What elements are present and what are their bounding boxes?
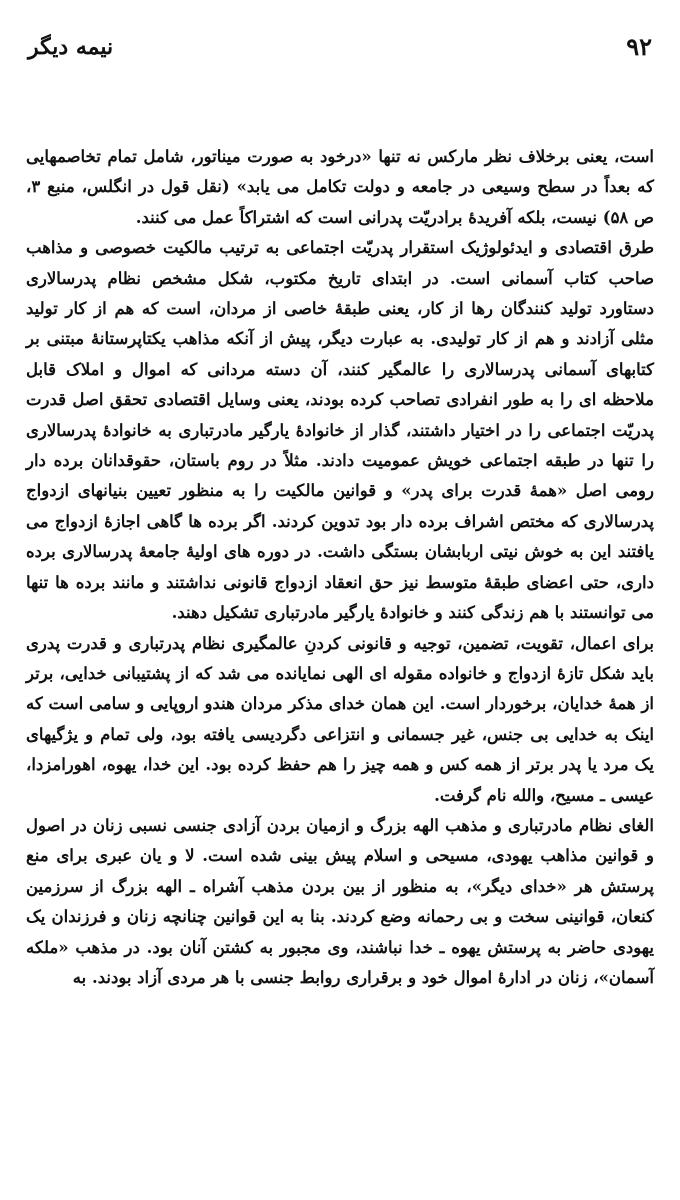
paragraph: برای اعمال، تقویت، تضمین، توجیه و قانونی کردنِ عالمگیری نظام پدرتباری و قدرت پدری باید شکل تازهٔ ازدواج و خانواده مقوله ای الهی نمایانده می شد که از پشتیبانی خدایی، برتر از همهٔ خدایان، برخوردار است. این همان خدای مذکر مردان هندو اروپایی و سامی است که اینک به خدایی بی جنس، غیر جسمانی و انتزاعی دگردیسی یافته بود، ولی تمام و یژگیهای یک مرد یا پدر برتر از همه کس و همه چیز را هم حفظ کرده بود. این خدا، یهوه، اهورامزدا، عیسی ـ مسیح، والله نام گرفت. (26, 633, 654, 805)
paragraph: طرق اقتصادی و ایدئولوژیک استقرار پدریّت اجتماعی به ترتیب مالکیت خصوصی و مذاهب صاحب کتاب آسمانی است. در ابتدای تاریخ مکتوب، شکل مشخص نظام پدرسالاری دستاورد تولید کنندگان رها از کار، یعنی طبقهٔ خاصی از مردان، است که هم از کار تولید مثلی آزادند و هم از کار تولیدی. به عبارت دیگر، پیش از آنکه مذاهب یکتاپرستانهٔ مبتنی بر کتابهای آسمانی پدرسالاری را عالمگیر کنند، آن دسته مردانی که اموال و املاک قابل ملاحظه ای را به طور انفرادی تصاحب کرده بودند، یعنی وسایل اقتصادی تحقق اصل قدرت پدریّت اجتماعی را در اختیار داشتند، گذار از خانوادهٔ یارگیر مادرتباری به خانوادهٔ پدرسالاری را تنها در طبقه اجتماعی خویش عمومیت دادند. مثلاً در روم باستان، حقوقدانان برده دار رومی اصل «همهٔ قدرت برای پدر» و قوانین مالکیت را به منظور تعیین بنیانهای ازدواج پدرسالاری که مختص اشراف برده دار بود تدوین کردند. اگر برده ها گاهی اجازهٔ ازدواج می یافتند این به خوش نیتی اربابشان بستگی داشت. در دوره های اولیهٔ جامعهٔ پدرسالاری برده داری، حتی اعضای طبقهٔ متوسط نیز حق انعقاد ازدواج قانونی نداشتند و مانند برده ها تنها می توانستند با هم زندگی کنند و خانوادهٔ یارگیر مادرتباری تشکیل دهند. (26, 238, 654, 623)
paragraph: است، یعنی برخلاف نظر مارکس نه تنها «درخود به صورت میناتور، شامل تمام تخاصمهایی که بعداً در سطح وسیعی در جامعه و دولت تکامل می یابد» (نقل قول در انگلس، منبع ۳، ص ۵۸) نیست، بلکه آفریدهٔ برادریّت پدرانی است که اشتراکاً عمل می کنند. (26, 147, 654, 227)
paragraph: الغای نظام مادرتباری و مذهب الهه بزرگ و ازمیان بردن آزادی جنسی نسبی زنان در اصول و قوانین مذاهب یهودی، مسیحی و اسلام پیش بینی شده است. لا و یان عبری برای منع پرستش هر «خدای دیگر»، به منظور از بین بردن مذهب آشراه ـ الهه بزرگ از سرزمین کنعان، قوانینی سخت و بی رحمانه وضع کردند. بنا به این قوانین چنانچه زنان و فرزندان یک یهودی حاضر به پرستش یهوه ـ خدا نباشند، وی مجبور به کشتن آنان بود. در مذهب «ملکه آسمان»، زنان در ادارهٔ اموال خود و برقراری روابط جنسی با هر مردی آزاد بودند. به (26, 815, 654, 987)
page-number: ۹۲ (626, 32, 652, 61)
book-title: نیمه دیگر (28, 34, 114, 60)
page-header (28, 32, 652, 66)
body-text (26, 142, 654, 993)
